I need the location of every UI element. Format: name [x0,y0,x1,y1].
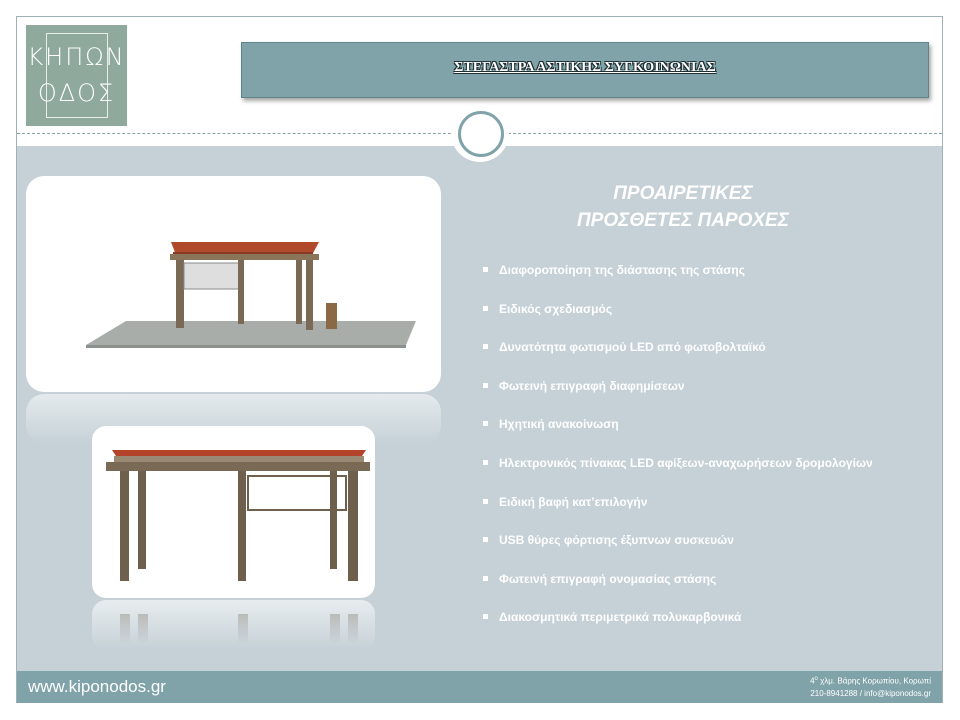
shelter-elevation-image [92,426,375,598]
square-bullet-icon [483,421,488,426]
square-bullet-icon [483,344,488,349]
feature-label: Ηλεκτρονικός πίνακας LED αφίξεων-αναχωρήσεων δρομολογίων [499,455,873,470]
feature-label: Φωτεινή επιγραφή διαφημίσεων [499,378,685,393]
square-bullet-icon [483,460,488,465]
square-bullet-icon [483,499,488,504]
square-bullet-icon [483,537,488,542]
list-item [483,258,873,297]
list-item [483,567,873,606]
square-bullet-icon [483,306,488,311]
feature-label: Δυνατότητα φωτισμού LED από φωτοβολταϊκό [499,340,766,355]
section-heading [548,180,818,234]
heading-line-2: ΠΡΟΣΘΕΤΕΣ ΠΑΡΟΧΕΣ [577,210,789,231]
contact-info [810,673,931,700]
list-item [483,335,873,374]
list-item [483,605,873,644]
feature-label: Φωτεινή επιγραφή ονομασίας στάσης [499,571,717,586]
page-title: ΣΤΕΓΑΣΤΡΑ ΑΣΤΙΚΗΣ ΣΥΓΚΟΙΝΩΝΙΑΣ [454,60,716,75]
square-bullet-icon [483,576,488,581]
feature-label: Ηχητική ανακοίνωση [499,417,619,432]
list-item [483,451,873,490]
address-line: $4^o$ χλμ. Βάρης Κορωπίου, Κορωπί [810,676,931,686]
feature-label: Διαφοροποίηση της διάστασης της στάσης [499,263,746,277]
feature-label: Ειδικός σχεδιασμός [499,301,613,316]
image-reflection [92,600,375,650]
square-bullet-icon [483,383,488,388]
website-link[interactable]: www.kiponodos.gr [28,677,166,696]
shelter-perspective-drawing [26,176,441,392]
list-item [483,490,873,529]
phone-email-line: 210-8941288 / info@kiponodos.gr [810,688,931,698]
list-item [483,297,873,336]
feature-list [483,258,873,644]
footer-bar [17,671,942,703]
square-bullet-icon [483,267,488,272]
logo-line-1: ΚΗΠΩΝ [27,43,126,71]
divider-ring-inner [458,111,504,157]
feature-label: USB θύρες φόρτισης έξυπνων συσκευών [499,533,734,548]
company-logo [26,25,127,126]
title-banner [241,42,929,98]
shelter-elevation-drawing [92,426,375,598]
list-item [483,528,873,567]
heading-line-1: ΠΡΟΑΙΡΕΤΙΚΕΣ [613,183,753,204]
list-item [483,412,873,451]
list-item [483,374,873,413]
shelter-perspective-image [26,176,441,392]
logo-line-2: ΟΔΟΣ [37,79,116,107]
feature-label: Ειδική βαφή κατ’επιλογήν [499,494,648,509]
square-bullet-icon [483,614,488,619]
feature-label: Διακοσμητικά περιμετρικά πολυκαρβονικά [499,610,742,625]
